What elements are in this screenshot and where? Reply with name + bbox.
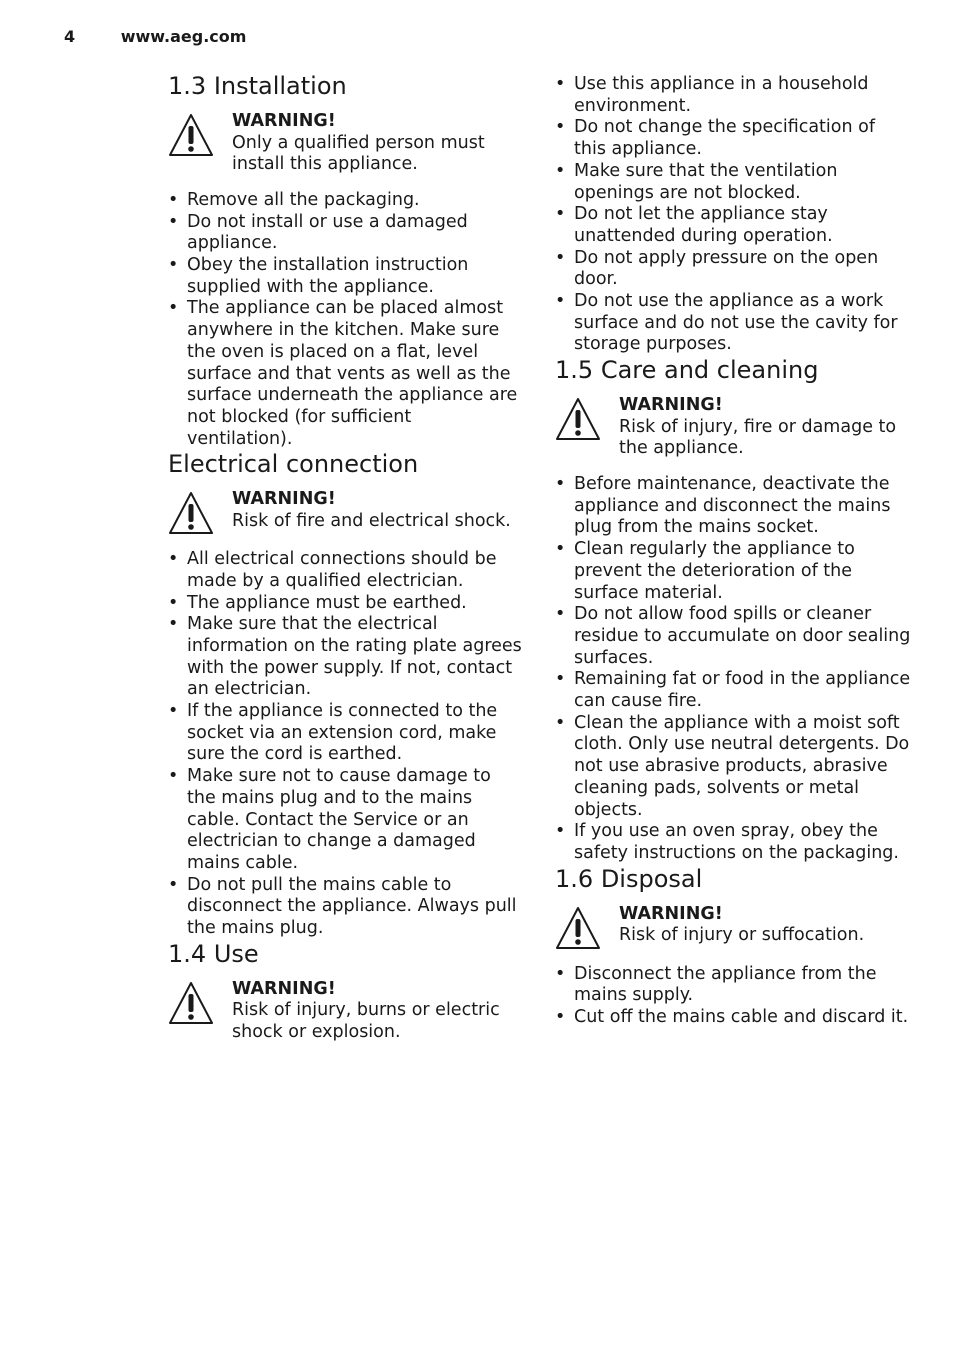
right-column xyxy=(555,72,911,1029)
warning-text: Risk of fire and electrical shock. xyxy=(232,510,511,531)
list-item: • Remove all the packaging. xyxy=(168,190,522,212)
list-item: • Do not pull the mains cable to disconnect the appliance. Always pull the mains plug. xyxy=(168,875,522,940)
section-title-installation: 1.3 Installation xyxy=(168,72,347,100)
list-item: • Make sure not to cause damage to the mains plug and to the mains cable. Contact the Service or an electrician to change a damaged mains cable. xyxy=(168,766,522,875)
header-url[interactable]: www.aeg.com xyxy=(120,27,247,46)
list-item: • Obey the installation instruction supplied with the appliance. xyxy=(168,255,522,298)
warning-care xyxy=(555,395,911,460)
list-item: • Clean the appliance with a moist soft cloth. Only use neutral detergents. Do not use abrasive products, abrasive cleaning pads, solvents or metal objects. xyxy=(555,713,911,822)
electrical-list xyxy=(168,549,522,940)
warning-text: Risk of injury or suffocation. xyxy=(619,925,865,946)
list-item: • Cut off the mains cable and discard it. xyxy=(555,1007,911,1029)
section-title-electrical: Electrical connection xyxy=(168,450,419,479)
warning-label: WARNING! xyxy=(619,903,723,924)
list-item: • Do not apply pressure on the open door. xyxy=(555,248,911,291)
section-title-care: 1.5 Care and cleaning xyxy=(555,356,819,385)
list-item: • Make sure that the ventilation openings are not blocked. xyxy=(555,161,911,204)
list-item: • Before maintenance, deactivate the appliance and disconnect the mains plug from the mains socket. xyxy=(555,474,911,539)
warning-use xyxy=(168,979,522,1044)
disposal-list xyxy=(555,964,911,1029)
list-item: • Do not change the specification of this appliance. xyxy=(555,117,911,160)
warning-icon xyxy=(555,397,601,441)
warning-icon xyxy=(168,113,214,157)
list-item: • Clean regularly the appliance to prevent the deterioration of the surface material. xyxy=(555,539,911,604)
warning-text: Risk of injury, burns or electric shock or explosion. xyxy=(232,1000,500,1042)
list-item: • Do not install or use a damaged appliance. xyxy=(168,212,522,255)
warning-label: WARNING! xyxy=(232,978,336,999)
list-item: • The appliance can be placed almost anywhere in the kitchen. Make sure the oven is placed on a flat, level surface and that vents as well as the surface underneath the appliance are not blocked (for sufficient ventilation). xyxy=(168,298,522,450)
list-item: • Do not let the appliance stay unattended during operation. xyxy=(555,204,911,247)
list-item: • Make sure that the electrical information on the rating plate agrees with the power supply. If not, contact an electrician. xyxy=(168,614,522,701)
list-item: • If you use an oven spray, obey the safety instructions on the packaging. xyxy=(555,821,911,864)
section-title-use: 1.4 Use xyxy=(168,939,259,968)
warning-disposal xyxy=(555,904,911,950)
warning-label: WARNING! xyxy=(232,489,336,510)
section-title-disposal: 1.6 Disposal xyxy=(555,864,703,893)
warning-icon xyxy=(555,906,601,950)
care-list xyxy=(555,474,911,865)
list-item: • Disconnect the appliance from the mains supply. xyxy=(555,964,911,1007)
use-list xyxy=(555,74,911,356)
list-item: • Do not allow food spills or cleaner residue to accumulate on door sealing surfaces. xyxy=(555,604,911,669)
list-item: • Use this appliance in a household environment. xyxy=(555,74,911,117)
list-item: • Remaining fat or food in the appliance can cause fire. xyxy=(555,669,911,712)
list-item: • The appliance must be earthed. xyxy=(168,593,522,615)
warning-electrical xyxy=(168,489,522,535)
warning-installation xyxy=(168,111,522,176)
warning-label: WARNING! xyxy=(232,110,336,131)
warning-text: Only a qualified person must install this appliance. xyxy=(232,132,485,175)
page-header xyxy=(64,27,246,46)
page-number: 4 xyxy=(64,27,76,46)
warning-icon xyxy=(168,981,214,1025)
warning-text: Risk of injury, fire or damage to the appliance. xyxy=(619,416,897,459)
list-item: • If the appliance is connected to the socket via an extension cord, make sure the cord is earthed. xyxy=(168,701,522,766)
left-column xyxy=(168,72,522,1044)
warning-label: WARNING! xyxy=(619,394,723,415)
list-item: • Do not use the appliance as a work surface and do not use the cavity for storage purposes. xyxy=(555,291,911,356)
warning-icon xyxy=(168,491,214,535)
list-item: • All electrical connections should be made by a qualified electrician. xyxy=(168,549,522,592)
installation-list xyxy=(168,190,522,450)
